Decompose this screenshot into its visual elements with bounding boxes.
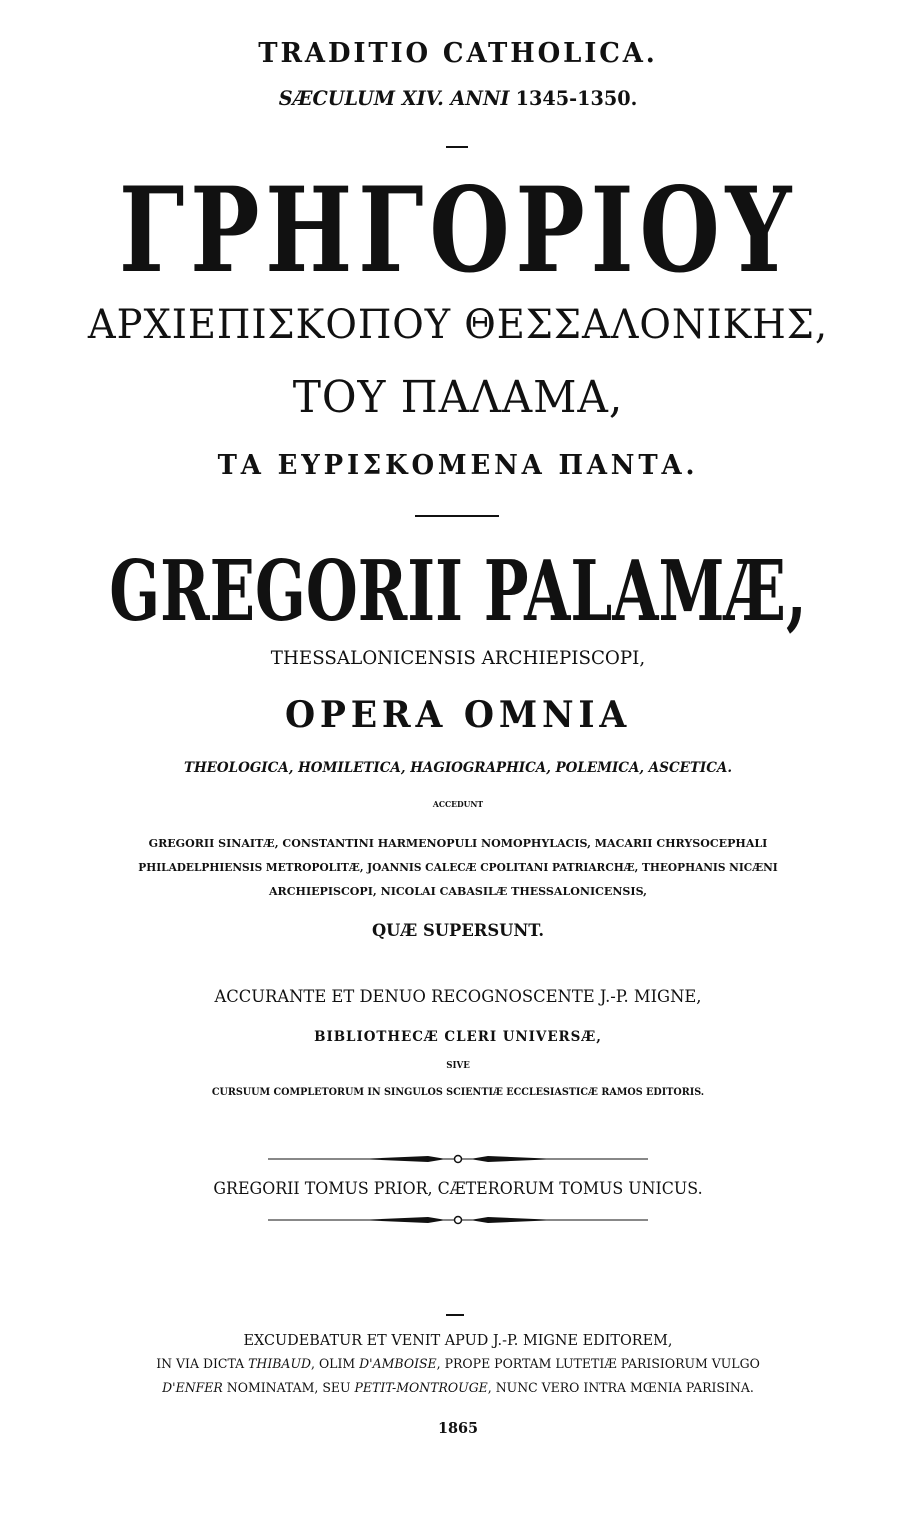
ornament-rule-bottom (268, 1214, 648, 1226)
imprint-line-3b: NOMINATAM, SEU (222, 1381, 355, 1396)
imprint-line-2e: , PROPE PORTAM LUTETIÆ PARISIORUM VULGO (436, 1357, 760, 1372)
imprint-line-2c: , OLIM (310, 1357, 360, 1372)
editor-line-1: ACCURANTE ET DENUO RECOGNOSCENTE J.-P. MIGNE, (214, 987, 702, 1007)
authors-line-3: ARCHIEPISCOPI, NICOLAI CABASILÆ THESSALONICENSIS, (268, 884, 648, 898)
greek-line-3: ΤΑ ΕΥΡΙΣΚΟΜΕΝΑ ΠΑΝΤΑ. (217, 450, 699, 481)
greek-line-2: ΤΟΥ ΠΑΛΑΜΑ, (292, 372, 624, 423)
century-prefix: SÆCULUM XIV. ANNI (278, 86, 510, 110)
editor-line-3: CURSUUM COMPLETORUM IN SINGULOS SCIENTIÆ ECCLESIASTICÆ RAMOS EDITORIS. (211, 1087, 705, 1098)
short-rule-bottom (446, 1314, 464, 1316)
genres: THEOLOGICA, HOMILETICA, HAGIOGRAPHICA, POLEMICA, ASCETICA. (183, 760, 733, 776)
imprint-line-3d: , NUNC VERO INTRA MŒNIA PARISINA. (487, 1381, 754, 1396)
authors-line-2: PHILADELPHIENSIS METROPOLITÆ, JOANNIS CALECÆ CPOLITANI PATRIARCHÆ, THEOPHANIS NICÆNI (138, 861, 778, 874)
separator-rule (415, 515, 499, 517)
imprint-line-1: EXCUDEBATUR ET VENIT APUD J.-P. MIGNE EDITOREM, (243, 1331, 673, 1349)
latin-subtitle: THESSALONICENSIS ARCHIEPISCOPI, (270, 647, 646, 669)
sive: SIVE (446, 1061, 470, 1071)
place-enfer: D'ENFER (162, 1381, 223, 1396)
ornament-rule-top (268, 1153, 648, 1165)
greek-name: ΓΡΗΓΟΡΙΟΥ (118, 161, 798, 299)
short-rule-top (446, 146, 468, 148)
quae-supersunt: QUÆ SUPERSUNT. (371, 921, 545, 941)
publication-year: 1865 (437, 1419, 479, 1437)
accedunt-label: ACCEDUNT (432, 799, 484, 809)
latin-name: GREGORII PALAMÆ, (109, 541, 807, 641)
imprint-line-3 (18, 1382, 898, 1395)
place-petit-montrouge: PETIT-MONTROUGE (354, 1381, 488, 1396)
street-amboise: D'AMBOISE (359, 1357, 437, 1372)
collection-title: TRADITIO CATHOLICA. (258, 38, 658, 69)
volume-text: GREGORII TOMUS PRIOR, CÆTERORUM TOMUS UNICUS. (213, 1179, 703, 1198)
century-line (18, 88, 898, 108)
editor-line-2: BIBLIOTHECÆ CLERI UNIVERSÆ, (314, 1029, 602, 1045)
authors-line-1: GREGORII SINAITÆ, CONSTANTINI HARMENOPULI NOMOPHYLACIS, MACARII CHRYSOCEPHALI (148, 836, 768, 850)
greek-line-1: ΑΡΧΙΕΠΙΣΚΟΠΟΥ ΘΕΣΣΑΛΟΝΙΚΗΣ, (87, 302, 829, 348)
imprint-line-2 (18, 1358, 898, 1371)
street-thibaud: THIBAUD (248, 1357, 311, 1372)
opera-omnia: OPERA OMNIA (284, 694, 631, 736)
years: 1345-1350. (515, 86, 638, 110)
imprint-line-2a: IN VIA DICTA (156, 1357, 249, 1372)
